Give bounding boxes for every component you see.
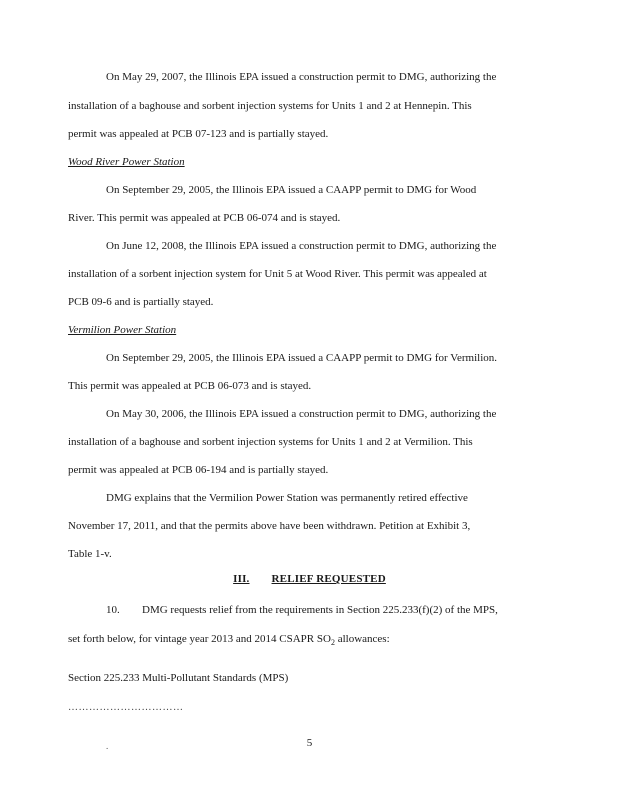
hennepin-permit-line-2: installation of a baghouse and sorbent injection systems for Units 1 and 2 at Hennepin. This <box>68 100 472 112</box>
retirement-line-3: Table 1-v. <box>68 548 112 560</box>
wood-river-construction-line-1: On June 12, 2008, the Illinois EPA issued a construction permit to DMG, authorizing the <box>106 240 497 252</box>
hennepin-permit-line-1: On May 29, 2007, the Illinois EPA issued a construction permit to DMG, authorizing the <box>106 71 497 83</box>
so2-subscript: 2 <box>330 638 335 648</box>
vermilion-construction-line-3: permit was appealed at PCB 06-194 and is partially stayed. <box>68 464 329 476</box>
quoted-section-heading: Section 225.233 Multi-Pollutant Standards (MPS) <box>68 672 289 684</box>
paragraph-10-line-2 <box>68 633 390 649</box>
wood-river-caapp-line-1: On September 29, 2005, the Illinois EPA issued a CAAPP permit to DMG for Wood <box>106 184 477 196</box>
retirement-line-1: DMG explains that the Vermilion Power Station was permanently retired effective <box>106 492 468 504</box>
wood-river-construction-line-2: installation of a sorbent injection system for Unit 5 at Wood River. This permit was appealed at <box>68 268 487 280</box>
retirement-line-2: November 17, 2011, and that the permits above have been withdrawn. Petition at Exhibit 3, <box>68 520 471 532</box>
vermilion-construction-line-1: On May 30, 2006, the Illinois EPA issued a construction permit to DMG, authorizing the <box>106 408 497 420</box>
section-heading <box>0 573 619 585</box>
wood-river-caapp-line-2: River. This permit was appealed at PCB 06-074 and is stayed. <box>68 212 341 224</box>
paragraph-10-text: DMG requests relief from the requirements in Section 225.233(f)(2) of the MPS, <box>142 604 498 616</box>
hennepin-permit-line-3: permit was appealed at PCB 07-123 and is partially stayed. <box>68 128 329 140</box>
paragraph-10-cont-post: allowances: <box>334 633 390 645</box>
vermilion-caapp-line-1: On September 29, 2005, the Illinois EPA issued a CAAPP permit to DMG for Vermilion. <box>106 352 497 364</box>
vermilion-construction-line-2: installation of a baghouse and sorbent injection systems for Units 1 and 2 at Vermilion. This <box>68 436 473 448</box>
wood-river-construction-line-3: PCB 09-6 and is partially stayed. <box>68 296 214 308</box>
stray-mark: . <box>106 741 109 751</box>
vermilion-heading: Vermilion Power Station <box>68 324 177 336</box>
paragraph-number: 10. <box>106 604 120 616</box>
vermilion-caapp-line-2: This permit was appealed at PCB 06-073 and is stayed. <box>68 380 312 392</box>
paragraph-10-line-1 <box>106 604 498 617</box>
section-number: III. <box>233 573 250 585</box>
wood-river-heading: Wood River Power Station <box>68 156 185 168</box>
page-number: 5 <box>306 737 313 749</box>
paragraph-10-cont-pre: set forth below, for vintage year 2013 and 2014 CSAPR SO <box>68 633 331 645</box>
ellipsis-line: …………………………… <box>68 702 184 713</box>
section-title: RELIEF REQUESTED <box>271 573 386 585</box>
